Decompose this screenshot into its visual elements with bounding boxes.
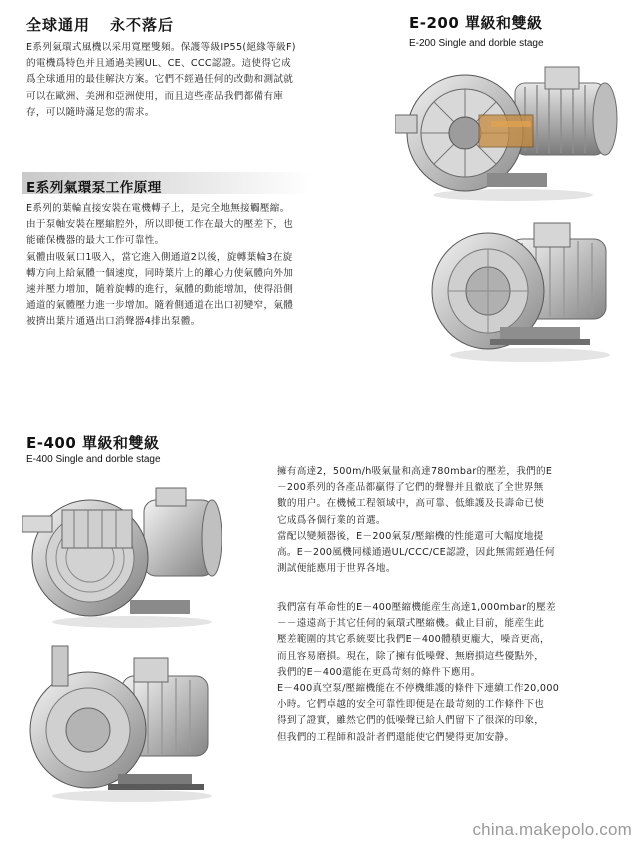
e400-blower-exterior-image: [22, 640, 222, 805]
text-line: 當配以變頻器後，E－200氣泵/壓縮機的性能還可大幅度地提: [277, 530, 544, 542]
text-line: 氣體由吸氣口1吸入，當它進入側通道2以後，旋轉葉輪3在旋: [26, 251, 293, 263]
text-line: －200系列的各產品都贏得了它們的聲譽并且徹底了全世界無: [277, 482, 544, 494]
text-line: 由于泵軸安裝在壓縮腔外，所以即便工作在最大的壓差下，也: [26, 219, 294, 231]
title-part-1: 全球通用: [26, 16, 91, 34]
paragraph-global: [26, 40, 366, 121]
text-line: 高。E－200風機同樣通過UL/CCC/CE認證，因此無需經過任何: [277, 547, 555, 559]
text-line: 爲全球通用的最佳解決方案。它們不經過任何的改動和測試就: [26, 74, 294, 86]
text-line: 被擠出葉片通過出口消聲器4排出泵體。: [26, 316, 201, 328]
text-line: 我們的E－400還能在更爲苛刻的條件下應用。: [277, 666, 481, 678]
text-line: 轉方向上給氣體一個速度，同時葉片上的離心力使氣體向外加: [26, 267, 294, 279]
section-title-global: [26, 14, 174, 35]
paragraph-e400-b: [277, 600, 622, 746]
text-line: 可以在歐洲、美洲和亞洲使用，而且這些產品我們都備有庫: [26, 90, 284, 102]
subtitle-e400: E-400 Single and dorble stage: [26, 454, 161, 465]
text-line: 能確保機器的最大工作可靠性。: [26, 235, 165, 247]
text-line: 得到了證實，雖然它們的低噪聲已給人們留下了很深的印象，: [277, 715, 545, 727]
text-line: E系列的葉輪直接安裝在電機轉子上，是完全地無接觸壓縮。: [26, 203, 290, 214]
text-line: 我們富有革命性的E－400壓縮機能産生高達1,000mbar的壓差: [277, 602, 556, 613]
text-line: 壓差範圍的其它系統要比我們E－400體積更龐大，噪音更高，: [277, 634, 550, 646]
paragraph-e400-a: [277, 464, 622, 577]
e400-cutaway-blower-image: [22, 470, 222, 630]
text-line: 測試便能應用于世界各地。: [277, 563, 396, 575]
subtitle-e200: E-200 Single and dorble stage: [409, 38, 544, 49]
text-line: 存，可以隨時滿足您的需求。: [26, 106, 155, 118]
text-line: E－400真空泵/壓縮機能在不停機維護的條件下連續工作20,000: [277, 683, 560, 695]
text-line: 擁有高達2，500m/h吸氣量和高達780mbar的壓差，我們的E: [277, 466, 553, 477]
text-line: 而且容易磨損。現在，除了擁有低噪聲、無磨損這些優點外，: [277, 650, 545, 662]
text-line: E系列氣環式風機以采用寬壓雙頻。保護等級IP55(絕緣等級F): [26, 42, 296, 53]
text-line: 小時。它們卓越的安全可靠性即便是在最苛刻的工作條件下也: [277, 699, 545, 711]
title-part-2: 永不落后: [110, 16, 175, 34]
e200-blower-exterior-image: [430, 215, 625, 365]
text-line: 數的用户。在機械工程領域中，高可靠、低維護及長壽命已使: [277, 498, 545, 510]
section-title-e400: E-400 單級和雙級: [26, 434, 160, 452]
section-title-principle: E系列氣環泵工作原理: [26, 180, 162, 196]
text-line: 但我們的工程師和設計者們還能使它們變得更加安静。: [277, 731, 515, 743]
e200-cutaway-blower-image: [395, 55, 625, 205]
section-title-e200: E-200 單級和雙級: [409, 14, 543, 32]
text-line: 通道的氣體壓力進一步增加。隨着側通道在出口初變窄，氣體: [26, 300, 294, 312]
text-line: 它成爲各個行業的首選。: [277, 514, 386, 526]
text-line: －－遠遠高于其它任何的氣環式壓縮機。截止目前，能産生此: [277, 618, 545, 630]
watermark-text: china.makepolo.com: [472, 820, 632, 839]
text-line: 速并壓力增加，隨着旋轉的進行，氣體的動能增加，使得沿側: [26, 284, 294, 296]
text-line: 的電機爲特色并且通過美國UL、CE、CCC認證。這使得它成: [26, 58, 291, 70]
paragraph-principle: [26, 201, 341, 331]
